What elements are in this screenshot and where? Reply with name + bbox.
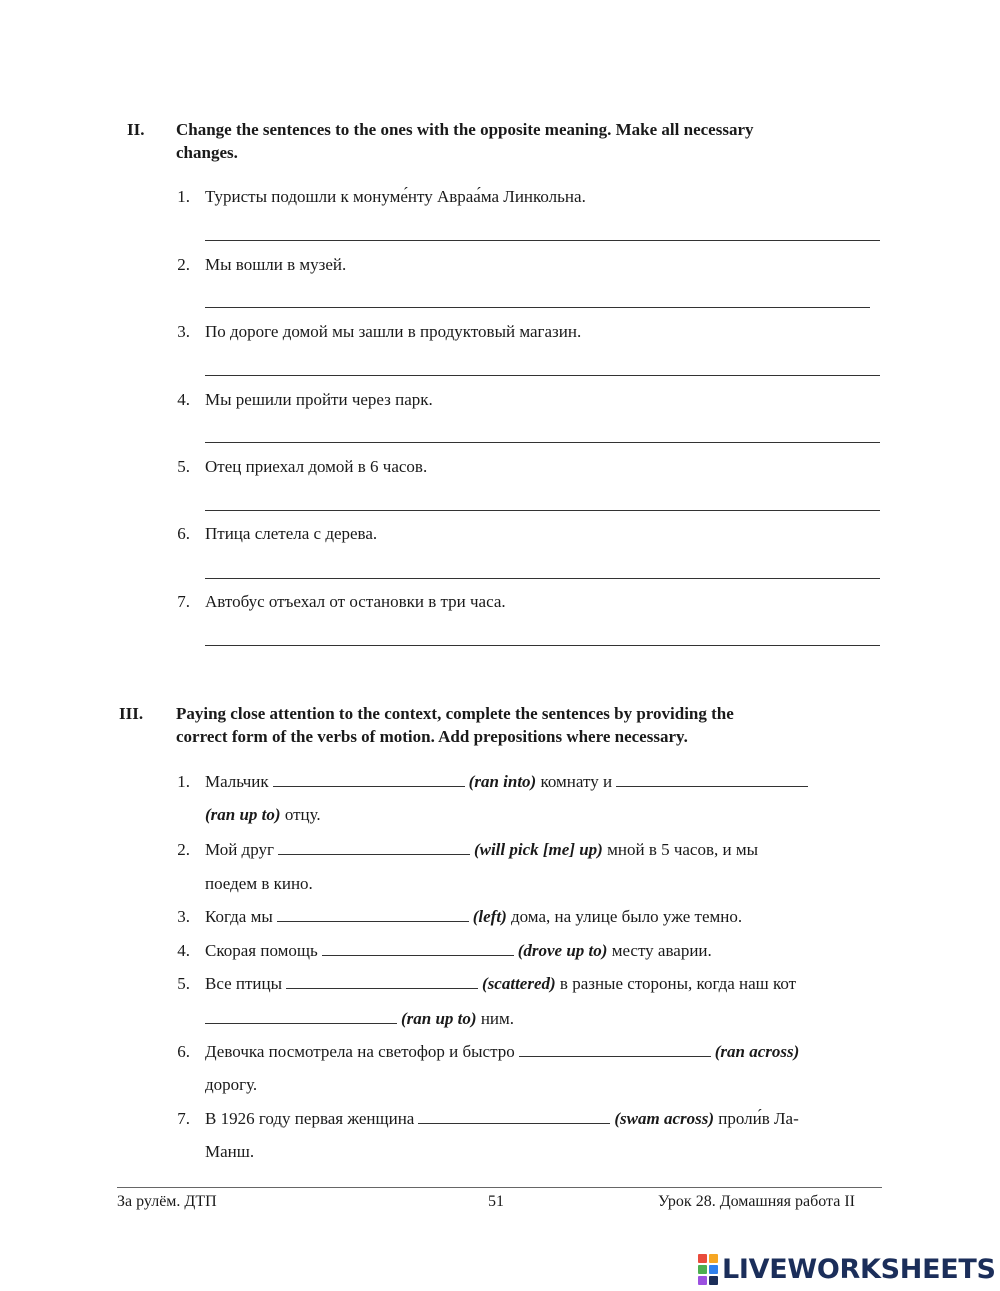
exercise-line bbox=[205, 1042, 799, 1062]
answer-blank[interactable] bbox=[273, 785, 465, 787]
answer-blank[interactable] bbox=[418, 1122, 610, 1124]
verb-hint: (swam across) bbox=[614, 1109, 715, 1128]
logo-mark-icon bbox=[698, 1254, 718, 1285]
exercise-line bbox=[205, 772, 812, 792]
item-number: 1. bbox=[177, 772, 190, 791]
sentence-text: Все птицы bbox=[205, 974, 283, 993]
footer-divider bbox=[117, 1187, 882, 1188]
verb-hint: (left) bbox=[472, 907, 507, 926]
sentence-text: По дороге домой мы зашли в продуктовый магазин. bbox=[205, 322, 582, 341]
answer-line[interactable] bbox=[205, 510, 880, 511]
section-2-numeral: II. bbox=[127, 120, 145, 139]
verb-hint: (ran into) bbox=[468, 772, 537, 791]
answer-blank[interactable] bbox=[205, 1022, 397, 1024]
exercise-line bbox=[205, 840, 758, 860]
section-3-numeral: III. bbox=[119, 704, 144, 723]
item-number: 7. bbox=[177, 1109, 190, 1128]
answer-blank[interactable] bbox=[278, 853, 470, 855]
item-number: 6. bbox=[177, 524, 190, 543]
item-number: 4. bbox=[177, 390, 190, 409]
answer-line[interactable] bbox=[205, 442, 880, 443]
answer-blank[interactable] bbox=[616, 785, 808, 787]
footer-book-title: За рулём. ДТП bbox=[117, 1193, 217, 1210]
answer-blank[interactable] bbox=[286, 987, 478, 989]
sentence-text: ним. bbox=[480, 1009, 515, 1028]
sentence-text: Манш. bbox=[205, 1142, 255, 1161]
item-number: 4. bbox=[177, 941, 190, 960]
item-number: 1. bbox=[177, 187, 190, 206]
verb-hint: (ran up to) bbox=[401, 1009, 477, 1028]
answer-line[interactable] bbox=[205, 645, 880, 646]
sentence-text: мной в 5 часов, и мы bbox=[607, 840, 759, 859]
sentence-text: отцу. bbox=[284, 805, 321, 824]
sentence-text: проли́в Ла- bbox=[718, 1109, 799, 1128]
verb-hint: (will pick [me] up) bbox=[473, 840, 603, 859]
exercise-line bbox=[205, 1109, 799, 1129]
section-2-instruction-cont: changes. bbox=[176, 143, 238, 162]
sentence-text: дорогу. bbox=[205, 1075, 258, 1094]
verb-hint: (ran across) bbox=[714, 1042, 800, 1061]
sentence-text: Мой друг bbox=[205, 840, 274, 859]
sentence-text: месту аварии. bbox=[611, 941, 712, 960]
item-number: 5. bbox=[177, 974, 190, 993]
answer-blank[interactable] bbox=[277, 920, 469, 922]
answer-line[interactable] bbox=[205, 578, 880, 579]
item-number: 6. bbox=[177, 1042, 190, 1061]
sentence-text: комнату и bbox=[540, 772, 613, 791]
answer-blank[interactable] bbox=[519, 1055, 711, 1057]
sentence-text: Девочка посмотрела на светофор и быстро bbox=[205, 1042, 515, 1061]
exercise-line bbox=[205, 805, 321, 825]
exercise-line bbox=[205, 907, 742, 927]
sentence-text: поедем в кино. bbox=[205, 874, 313, 893]
page-number: 51 bbox=[488, 1193, 504, 1210]
sentence-text: Отец приехал домой в 6 часов. bbox=[205, 457, 428, 476]
item-number: 5. bbox=[177, 457, 190, 476]
section-2-instruction: Change the sentences to the ones with the opposite meaning. Make all necessary bbox=[176, 120, 754, 139]
answer-line[interactable] bbox=[205, 240, 880, 241]
sentence-text: в разные стороны, когда наш кот bbox=[559, 974, 797, 993]
sentence-text: дома, на улице было уже темно. bbox=[510, 907, 743, 926]
answer-blank[interactable] bbox=[322, 954, 514, 956]
sentence-text: Мы вошли в музей. bbox=[205, 255, 347, 274]
liveworksheets-logo bbox=[698, 1254, 996, 1284]
item-number: 3. bbox=[177, 322, 190, 341]
sentence-text: Скорая помощь bbox=[205, 941, 318, 960]
verb-hint: (scattered) bbox=[482, 974, 556, 993]
sentence-text: Птица слетела с дерева. bbox=[205, 524, 378, 543]
verb-hint: (drove up to) bbox=[517, 941, 608, 960]
item-number: 2. bbox=[177, 840, 190, 859]
answer-line[interactable] bbox=[205, 375, 880, 376]
logo-wordmark: LIVEWORKSHEETS bbox=[722, 1253, 996, 1285]
exercise-line bbox=[205, 1009, 514, 1029]
sentence-text: Туристы подошли к монуме́нту Авраа́ма Линкольна. bbox=[205, 187, 586, 206]
item-number: 2. bbox=[177, 255, 190, 274]
verb-hint: (ran up to) bbox=[205, 805, 281, 824]
sentence-text: Когда мы bbox=[205, 907, 273, 926]
exercise-line bbox=[205, 941, 712, 961]
section-3-instruction: Paying close attention to the context, complete the sentences by providing the bbox=[176, 704, 734, 723]
sentence-text: Мы решили пройти через парк. bbox=[205, 390, 433, 409]
sentence-text: Автобус отъехал от остановки в три часа. bbox=[205, 592, 506, 611]
section-3-instruction-cont: correct form of the verbs of motion. Add prepositions where necessary. bbox=[176, 727, 688, 746]
footer-lesson-title: Урок 28. Домашняя работа II bbox=[658, 1193, 855, 1210]
sentence-text: В 1926 году первая женщина bbox=[205, 1109, 415, 1128]
sentence-text: Мальчик bbox=[205, 772, 269, 791]
answer-line[interactable] bbox=[205, 307, 870, 308]
item-number: 7. bbox=[177, 592, 190, 611]
exercise-line bbox=[205, 974, 796, 994]
item-number: 3. bbox=[177, 907, 190, 926]
